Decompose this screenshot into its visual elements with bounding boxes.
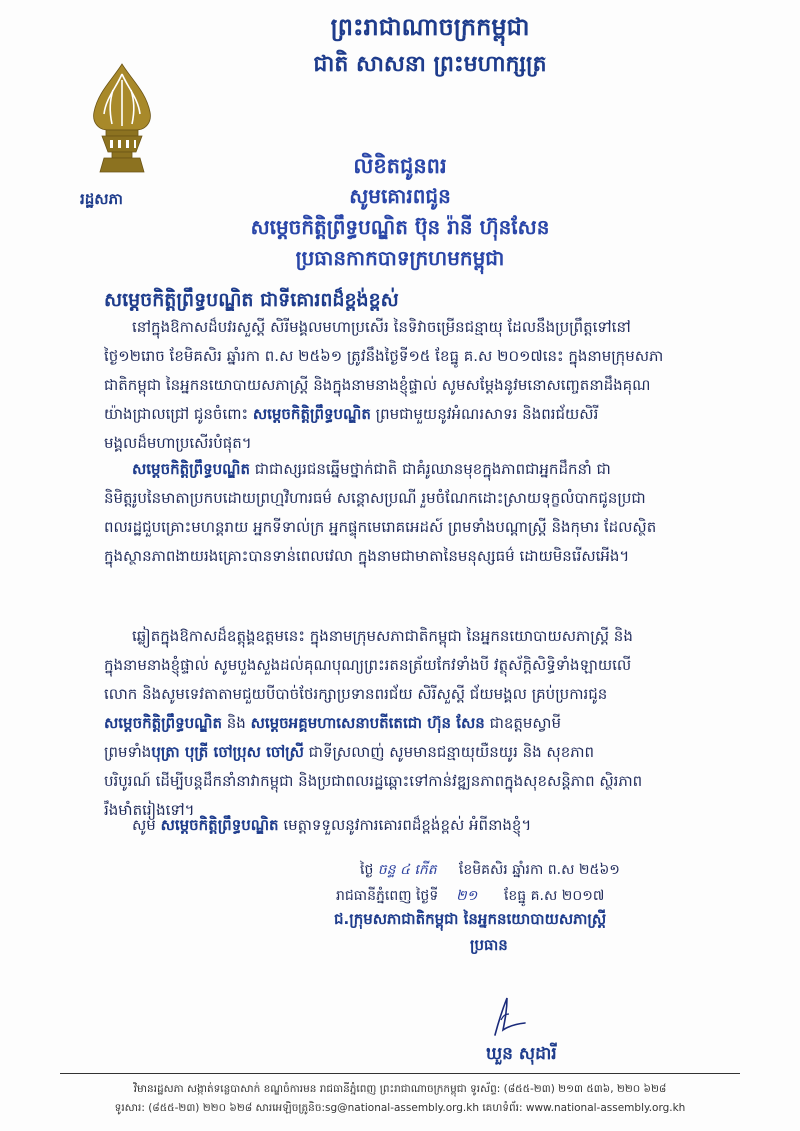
paragraph-line (104, 400, 696, 429)
paragraph-line: ជាតិកម្ពុជា នៃអ្នកនយោបាយសភាស្ត្រី និងក្នុងនាមនាងខ្ញុំផ្ទាល់ សូមសម្តែងនូវមនោសញ្ចេតនាដឹងគុណ (104, 376, 651, 394)
paragraph-line: ក្នុងស្ថានភាពងាយរងគ្រោះបានទាន់ពេលវេលា ក្នុងនាមជាមាតានៃមនុស្សធម៌ ដោយមិនរើសអើង។ (104, 547, 630, 565)
text-run: ខែមិគសិរ ឆ្នាំរកា ព.ស ២៥៦១ (458, 862, 620, 878)
honorific-bold: សម្តេចកិត្តិព្រឹទ្ធបណ្ឌិត (132, 460, 250, 478)
honorific-bold: សម្តេចអគ្គមហាសេនាបតីតេជោ ហ៊ុន សែន (250, 714, 485, 732)
title-block (160, 150, 640, 274)
text-run: ជាទីស្រលាញ់ សូមមានជន្មាយុយឺនយូរ និង សុខភាព (303, 743, 595, 761)
handwritten-solar-day: ២១ (456, 888, 478, 904)
issuing-organization: ជ.ក្រុមសភាជាតិកម្ពុជា នៃអ្នកនយោបាយសភាស្ត្រី (334, 910, 607, 928)
paragraph-line: លោក និងសូមទេវតាតាមជួយបីបាច់ថែរក្សាប្រទានពរជ័យ សិរីសួស្តី ជ័យមង្គល គ្រប់ប្រការជូន (104, 685, 608, 703)
paragraph-3 (104, 622, 696, 825)
family-bold: បុត្រា បុត្រី ចៅប្រុស ចៅស្រី (151, 743, 304, 761)
handwritten-signature-icon (485, 990, 535, 1040)
footer-address: វិមានរដ្ឋសភា សង្កាត់ទន្លេបាសាក់ ខណ្ឌចំការមន រាជធានីភ្នំពេញ ព្រះរាជាណាចក្រកម្ពុជា ទូរស័ព្ទ: (៨៥៥-២៣) ២១៣ ៥៣៦, ២២០ ៦២៨ (133, 1083, 667, 1095)
paragraph-line: ក្នុងនាមនាងខ្ញុំផ្ទាល់ សូមបួងសួងដល់គុណបុណ្យព្រះរតនត្រ័យកែវទាំងបី វត្ថុស័ក្តិសិទ្ធិទាំងឡាយលើ (104, 656, 632, 674)
national-motto: ជាតិ សាសនា ព្រះមហាក្សត្រ (313, 51, 547, 77)
emblem-label: រដ្ឋសភា (80, 190, 123, 208)
honorific-bold: សម្តេចកិត្តិព្រឹទ្ធបណ្ឌិត (160, 816, 279, 834)
text-run: យ៉ាងជ្រាលជ្រៅ ជូនចំពោះ (104, 405, 253, 423)
paragraph-line (104, 455, 696, 484)
text-run: ជាជាស្សរជនឆ្នើមថ្នាក់ជាតិ ជាគំរូឈានមុខក្នុងភាពជាអ្នកដឹកនាំ ជា (250, 460, 611, 478)
text-run: និង (222, 714, 251, 732)
paragraph-line: និមិត្តរូបនៃមាតាប្រកបដោយព្រហ្មវិហារធម៌ សន្តោសប្រណី រួមចំណែកដោះស្រាយទុក្ខលំបាកជូនប្រជា (104, 489, 646, 507)
text-run: ព្រមទាំង (104, 743, 152, 761)
letter-type-title: លិខិតជូនពរ (353, 153, 447, 178)
signer-role: ប្រធាន (470, 936, 508, 954)
respect-line: សូមគោរពជូន (349, 184, 451, 208)
kingdom-heading: ព្រះរាជាណាចក្រកម្ពុជា (330, 12, 530, 41)
text-run: ជាឧត្តមស្វាមី (484, 714, 561, 732)
paragraph-line: រឹងមាំតរៀងទៅ។ (104, 801, 195, 819)
paragraph-line: នៅក្នុងឱកាសដ៏បវរសួស្តី សិរីមង្គលមហាប្រសើរ នៃទិវាចម្រើនជន្មាយុ ដែលនឹងប្រព្រឹត្តទៅនៅ (132, 318, 631, 336)
signer-name: ឃួន សុដារី (486, 1044, 557, 1064)
text-run: ព្រមជាមួយនូវអំណរសាទរ និងពរជ័យសិរី (370, 405, 599, 423)
lunar-date (360, 860, 700, 881)
paragraph-line: ពលរដ្ឋជួបគ្រោះមហន្តរាយ អ្នកទីទាល់ក្រ អ្នកផ្ទុកមេរោគអេដស៍ ព្រមទាំងបណ្តាស្ត្រី និងកុមារ ដែលស្ថិត (104, 518, 657, 536)
paragraph-line: បរិបូរណ៍ ដើម្បីបន្តដឹកនាំនាវាកម្ពុជា និងប្រជាពលរដ្ឋឆ្ពោះទៅកាន់វឌ្ឍនភាពក្នុងសុខសន្តិភាព ស្ថិរភាព (104, 772, 643, 790)
honorific-bold: សម្តេចកិត្តិព្រឹទ្ធបណ្ឌិត (104, 714, 222, 732)
recipient-name: សម្តេចកិត្តិព្រឹទ្ធបណ្ឌិត ប៊ុន រ៉ានី ហ៊ុនសែន (250, 215, 550, 239)
text-run: ថ្ងៃ (360, 862, 374, 878)
national-assembly-emblem-icon (82, 60, 162, 180)
salutation: សម្តេចកិត្តិព្រឹទ្ធបណ្ឌិត ជាទីគោរពដ៏ខ្ពង់ខ្ពស់ (104, 289, 399, 311)
solar-date (336, 886, 696, 907)
paragraph-line: ឆ្លៀតក្នុងឱកាសដ៏ឧត្តុង្គឧត្តមនេះ ក្នុងនាមក្រុមសភាជាតិកម្ពុជា នៃអ្នកនយោបាយសភាស្ត្រី និង (132, 627, 633, 645)
closing-line (132, 816, 692, 838)
paragraph-line: មង្គលដ៏មហាប្រសើរបំផុត។ (104, 434, 252, 452)
honorific-bold: សម្តេចកិត្តិព្រឹទ្ធបណ្ឌិត (252, 405, 371, 423)
paragraph-1 (104, 313, 696, 458)
footer-contacts: ទូរសារ: (៨៥៥-២៣) ២២០ ៦២៨ សារអេឡិចត្រូនិច:sg@national-assembly.org.kh គេហទំព័រ: www.national-assembly.org.kh (114, 1102, 686, 1114)
text-run: រាជធានីភ្នំពេញ ថ្ងៃទី (336, 888, 439, 904)
handwritten-lunar-day: ចន្ទ ៤ កើត (377, 862, 437, 878)
footer-divider (60, 1073, 740, 1074)
text-run: ខែធ្នូ គ.ស ២០១៧ (503, 888, 605, 904)
text-run: សូម (132, 816, 161, 834)
paragraph-line (104, 738, 696, 767)
text-run: មេត្តាទទួលនូវការគោរពដ៏ខ្ពង់ខ្ពស់ អំពីនាងខ្ញុំ។ (278, 816, 532, 834)
paragraph-2 (104, 455, 696, 571)
recipient-title: ប្រធានកាកបាទក្រហមកម្ពុជា (295, 246, 505, 270)
paragraph-line: ថ្ងៃ១២រោច ខែមិគសិរ ឆ្នាំរកា ព.ស ២៥៦១ ត្រូវនឹងថ្ងៃទី១៥ ខែធ្នូ គ.ស ២០១៧នេះ ក្នុងនាមក្រុមសភា (104, 347, 664, 365)
paragraph-line (104, 709, 696, 738)
